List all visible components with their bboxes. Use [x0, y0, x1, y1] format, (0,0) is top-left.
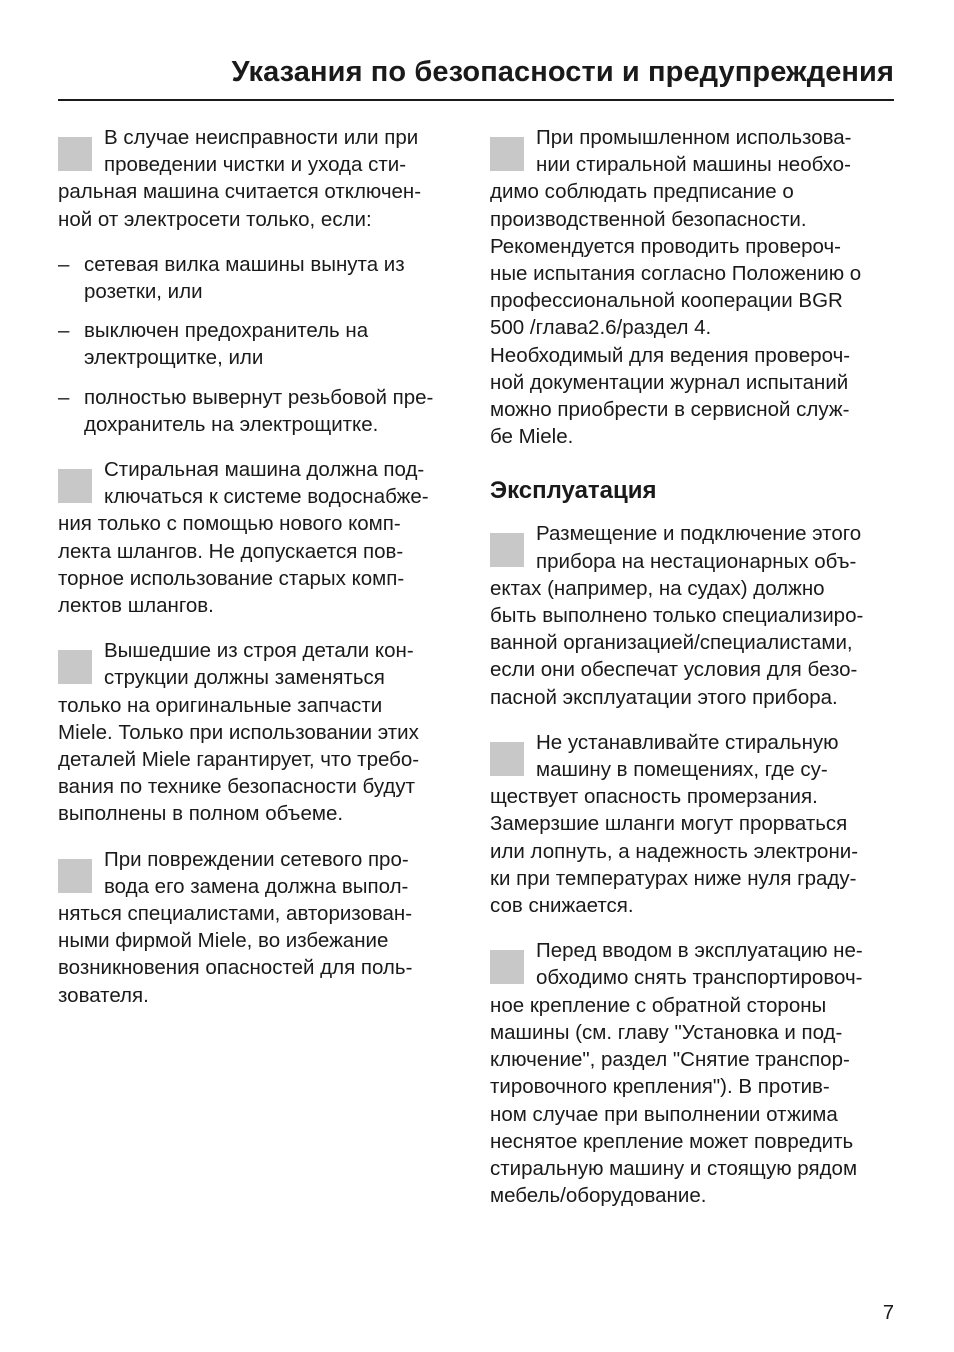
text-line: Размещение и подключение этого — [536, 522, 862, 546]
text-line: розетки, или — [84, 280, 203, 304]
text-line: Рекомендуется проводить провероч- — [490, 234, 842, 258]
text-line: В случае неисправности или при — [104, 126, 419, 149]
text-line: сов снижается. — [490, 894, 634, 918]
text-line: вания по технике безопасности будут — [58, 775, 416, 799]
text-line: лектов шлангов. — [58, 594, 214, 618]
text-line: Miele. Только при использовании этих — [58, 720, 419, 744]
text-line: ные испытания согласно Положению о — [490, 262, 862, 286]
text-line: Не устанавливайте стиральную — [536, 730, 839, 754]
warning-paragraph-disconnect — [58, 124, 466, 233]
text-line: только на оригинальные запчасти — [58, 693, 383, 717]
text-line: деталей Miele гарантирует, что требо- — [58, 748, 420, 772]
text-line: выключен предохранитель на — [84, 319, 369, 343]
text-line: Необходимый для ведения провероч- — [490, 343, 851, 367]
warning-paragraph-hoses — [58, 456, 466, 619]
text-line: ванной организацией/специалистами, — [490, 631, 853, 655]
warning-paragraph-power-cord — [58, 846, 466, 1009]
warning-square-icon — [490, 533, 524, 567]
text-line: торное использование старых комп- — [58, 566, 405, 590]
text-line: ными фирмой Miele, во избежание — [58, 929, 389, 953]
list-item — [58, 317, 466, 371]
warning-paragraph-frost — [490, 729, 898, 919]
text-line: можно приобрести в сервисной служ- — [490, 398, 850, 422]
warning-square-icon — [490, 742, 524, 776]
text-line: пасной эксплуатации этого прибора. — [490, 685, 838, 709]
text-line: профессиональной кооперации BGR — [490, 289, 843, 313]
text-line: стиральную машину и стоящую рядом — [490, 1156, 858, 1180]
warning-paragraph-mobile-objects — [490, 520, 898, 710]
text-line: ной документации журнал испытаний — [490, 370, 849, 394]
text-line: неснятое крепление может повредить — [490, 1129, 854, 1153]
text-line: Стиральная машина должна под- — [104, 458, 425, 482]
text-line: нии стиральной машины необхо- — [536, 153, 851, 177]
text-line: ния только с помощью нового комп- — [58, 512, 401, 536]
text-line: прибора на нестационарных объ- — [536, 549, 857, 573]
text-line: ном случае при выполнении отжима — [490, 1102, 838, 1126]
text-line: Замерзшие шланги могут прорваться — [490, 812, 848, 836]
text-line: ной от электросети только, если: — [58, 207, 372, 231]
text-line: ральная машина считается отключен- — [58, 180, 422, 204]
text-line: мебель/оборудование. — [490, 1184, 707, 1208]
text-line: ектах (например, на судах) должно — [490, 576, 825, 600]
warning-square-icon — [490, 137, 524, 171]
text-line: машину в помещениях, где су- — [536, 758, 828, 782]
warning-paragraph-industrial-use — [490, 124, 898, 450]
section-heading: Эксплуатация — [490, 477, 657, 505]
text-line: сетевая вилка машины вынута из — [84, 252, 405, 276]
text-line: ное крепление с обратной стороны — [490, 993, 827, 1017]
dash-bullet: – — [58, 319, 70, 343]
warning-square-icon — [58, 650, 92, 684]
warning-square-icon — [58, 137, 92, 171]
text-line: электрощитке, или — [84, 346, 264, 370]
text-line: если они обеспечат условия для безо- — [490, 658, 858, 682]
page-number: 7 — [882, 1302, 894, 1324]
warning-square-icon — [58, 469, 92, 503]
text-line: димо соблюдать предписание о — [490, 180, 794, 204]
right-column — [490, 124, 898, 1227]
text-line: ключаться к системе водоснабже- — [104, 485, 429, 509]
text-line: машины (см. главу "Установка и под- — [490, 1020, 843, 1044]
warning-square-icon — [58, 859, 92, 893]
text-line: ки при температурах ниже нуля граду- — [490, 866, 857, 890]
text-line: 500 /глава2.6/раздел 4. — [490, 316, 712, 340]
warning-square-icon — [490, 950, 524, 984]
text-line: полностью вывернут резьбовой пре- — [84, 385, 434, 409]
text-line: няться специалистами, авторизован- — [58, 902, 413, 926]
text-line: обходимо снять транспортировоч- — [536, 966, 863, 990]
title-divider — [58, 99, 894, 101]
text-line: ществует опасность промерзания. — [490, 785, 818, 809]
warning-paragraph-spare-parts — [58, 637, 466, 827]
left-column — [58, 124, 466, 1027]
text-line: производственной безопасности. — [490, 207, 807, 231]
list-item — [58, 251, 466, 305]
dash-bullet: – — [58, 252, 70, 276]
dash-bullet: – — [58, 385, 70, 409]
text-line: вода его замена должна выпол- — [104, 874, 409, 898]
text-line: бе Miele. — [490, 425, 574, 449]
list-item — [58, 384, 466, 438]
text-line: или лопнуть, а надежность электрони- — [490, 839, 859, 863]
text-line: тировочного крепления"). В против- — [490, 1075, 830, 1099]
text-line: выполнены в полном объеме. — [58, 802, 344, 826]
text-line: возникновения опасностей для поль- — [58, 956, 413, 980]
text-line: быть выполнено только специализиро- — [490, 604, 864, 628]
text-line: проведении чистки и ухода сти- — [104, 153, 407, 177]
text-line: ключение", раздел "Снятие транспор- — [490, 1048, 850, 1072]
text-line: дохранитель на электрощитке. — [84, 412, 379, 436]
text-line: струкции должны заменяться — [104, 666, 385, 690]
text-line: лекта шлангов. Не допускается пов- — [58, 539, 404, 563]
page-title: Указания по безопасности и предупреждения — [231, 56, 894, 88]
text-line: Перед вводом в эксплуатацию не- — [536, 939, 863, 963]
text-line: Вышедшие из строя детали кон- — [104, 639, 414, 663]
warning-paragraph-transport-bracket — [490, 937, 898, 1209]
text-line: зователя. — [58, 983, 149, 1007]
text-line: При промышленном использова- — [536, 126, 852, 149]
text-line: При повреждении сетевого про- — [104, 847, 409, 871]
